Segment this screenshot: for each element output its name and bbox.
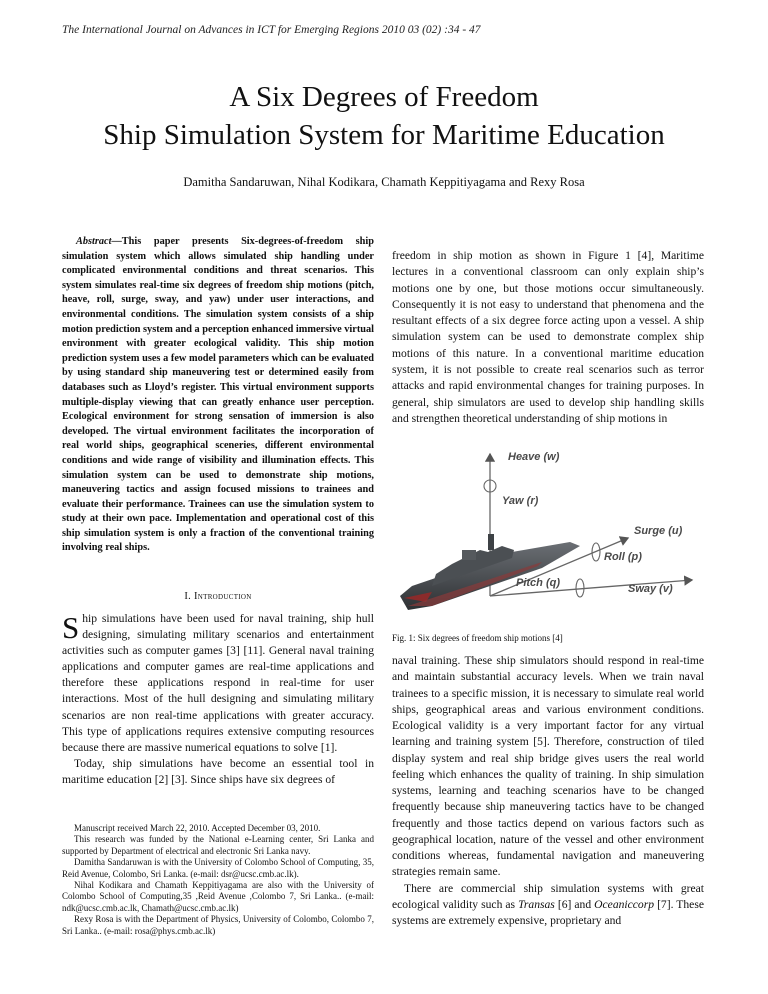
abstract [62, 235, 374, 556]
six-dof-diagram [392, 446, 704, 624]
label-roll: Roll (p) [604, 551, 642, 563]
label-pitch: Pitch (q) [516, 577, 560, 589]
label-yaw: Yaw (r) [502, 495, 539, 507]
footnote-author-1: Damitha Sandaruwan is with the University of Colombo School of Computing, 35, Reid Avenue, Colombo, Sri Lanka. (e-mail: dsr@ucsc.cmb.ac.lk). [62, 857, 374, 879]
section-heading [62, 591, 374, 602]
running-header: The International Journal on Advances in ICT for Emerging Regions 2010 03 (02) :34 - 47 [62, 24, 481, 36]
abstract-label: Abstract [76, 236, 112, 247]
intro-paragraph-1 [62, 611, 374, 756]
right-paragraph-2-c: [7]. These systems are extremely expensive, proprietary and [392, 897, 704, 927]
right-paragraph-1: naval training. These ship simulators should respond in real-time and maintain substantial accuracy levels. When we train naval trainees to a specific mission, it is necessary to simulate real world ships, geographical areas and various environment conditions. Ecological validity is a very important factor for any virtual learning and training system [5]. Therefore, construction of tiled display system and real ship bridge gives users the real world feeling which enhances the quality of training. In ship simulation systems, learning and teaching scenarios have to be changed frequently because ship maneuvering tactics have to be changed frequently and those tactics depend on various factors such as geographical location, nature of the vessel and other environment conditions whereas, fundamental navigation and maneuvering strategies remain same. [392, 654, 704, 879]
figure-caption: Fig. 1: Six degrees of freedom ship motions [4] [392, 633, 563, 643]
footnote-author-4: Rexy Rosa is with the Department of Physics, University of Colombo, Colombo 7, Sri Lanka.. (e-mail: rosa@phys.cmb.ac.lk) [62, 914, 374, 936]
oceaniccorp-ref: Oceaniccorp [594, 897, 655, 911]
author-list: Damitha Sandaruwan, Nihal Kodikara, Chamath Keppitiyagama and Rexy Rosa [183, 175, 585, 189]
title-line-2: Ship Simulation System for Maritime Education [103, 119, 665, 151]
label-surge: Surge (u) [634, 525, 683, 537]
footnote-author-2-3: Nihal Kodikara and Chamath Keppitiyagama are also with the University of Colombo School of Computing,35 ,Reid Avenue ,Colombo 7, Sri Lanka.. (e-mail: ndk@ucsc.cmb.ac.lk, Chamath@ucsc.cmb.ac.lk) [62, 880, 374, 913]
section-heading-text: I. Introduction [184, 591, 252, 602]
drop-cap: S [62, 610, 80, 645]
transas-ref: Transas [518, 897, 555, 911]
warship-image [400, 534, 580, 610]
right-paragraph-2-b: [6] and [554, 897, 595, 911]
footnotes [62, 823, 374, 937]
footnote-funding: This research was funded by the National e-Learning center, Sri Lanka and supported by Department of electrical and electronic Sri Lanka navy. [62, 834, 374, 856]
right-paragraph-2-a: There are commercial ship simulation systems with great ecological validity such as [392, 881, 704, 911]
title-line-1: A Six Degrees of Freedom [229, 81, 539, 113]
right-column-bottom-text [392, 653, 704, 929]
intro-paragraph-2: Today, ship simulations have become an essential tool in maritime education [2] [3]. Since ships have six degrees of [62, 756, 374, 786]
footnote-received: Manuscript received March 22, 2010. Accepted December 03, 2010. [74, 823, 321, 833]
label-heave: Heave (w) [508, 451, 560, 463]
right-column-top-text: freedom in ship motion as shown in Figure 1 [4], Maritime lectures in a conventional classroom can only explain ship’s motions one by one, but those motions occur simultaneously. Consequently it is not easy to understand that phenomena and the resultant effects of a six degree force acting upon a vessel. A ship simulation system can be used to demonstrate complex ship motions of this nature. In a conventional maritime education system, it is not possible to create real scenarios such as terror attacks and rapid environmental changes for training purposes. In general, ship simulators are used to develop ship handling skills and strengthen theoretical understanding of ship motions in [392, 249, 704, 425]
figure-six-dof-ship [392, 446, 704, 624]
label-sway: Sway (v) [628, 583, 673, 595]
abstract-text: —This paper presents Six-degrees-of-freedom ship simulation system which allows simulated ship handling under complicated environmental conditions and threat scenarios. This system simulates real-time six degrees of freedom ship motions (pitch, heave, roll, surge, sway, and yaw) under user interactions, and environmental conditions. The simulation system consists of a ship motion prediction system and a perception enhanced immersive virtual environment with greater ecological validity. This ship motion prediction system uses a few model parameters which can be evaluated by using standard ship maneuvering test or determined easily from databases such as Lloyd’s register. This virtual environment supports multiple-display viewing that can greatly enhance user perception. Ecological environment for strong sensation of immersion is also developed. The virtual environment facilitates the incorporation of real world ships, geographical sceneries, different environmental conditions and wide range of visibility and illumination effects. This simulation system can be used to demonstrate ship motions, maneuvering tactics and assign focused missions to trainees and evaluate their performance. Trainees can use the simulation system to study at their own pace. Implementation and operational cost of this ship simulation system is only a fraction of the conventional training involving real ships. [62, 236, 374, 554]
right-paragraph-2 [392, 881, 704, 930]
paper-title [0, 78, 768, 154]
introduction-body [62, 611, 374, 788]
intro-paragraph-1-text: hip simulations have been used for naval training, ship hull designing, simulating military scenarios and entertainment activities such as computer games [3] [11]. General naval training applications and computer games are real-time applications and therefore these applications respond in real-time for user interactions. Most of the hull designing and simulating military scenarios are non real-time applications with greater accuracy. This type of applications requires extensive computing resources because there are massive numerical equations to solve [1]. [62, 612, 374, 754]
